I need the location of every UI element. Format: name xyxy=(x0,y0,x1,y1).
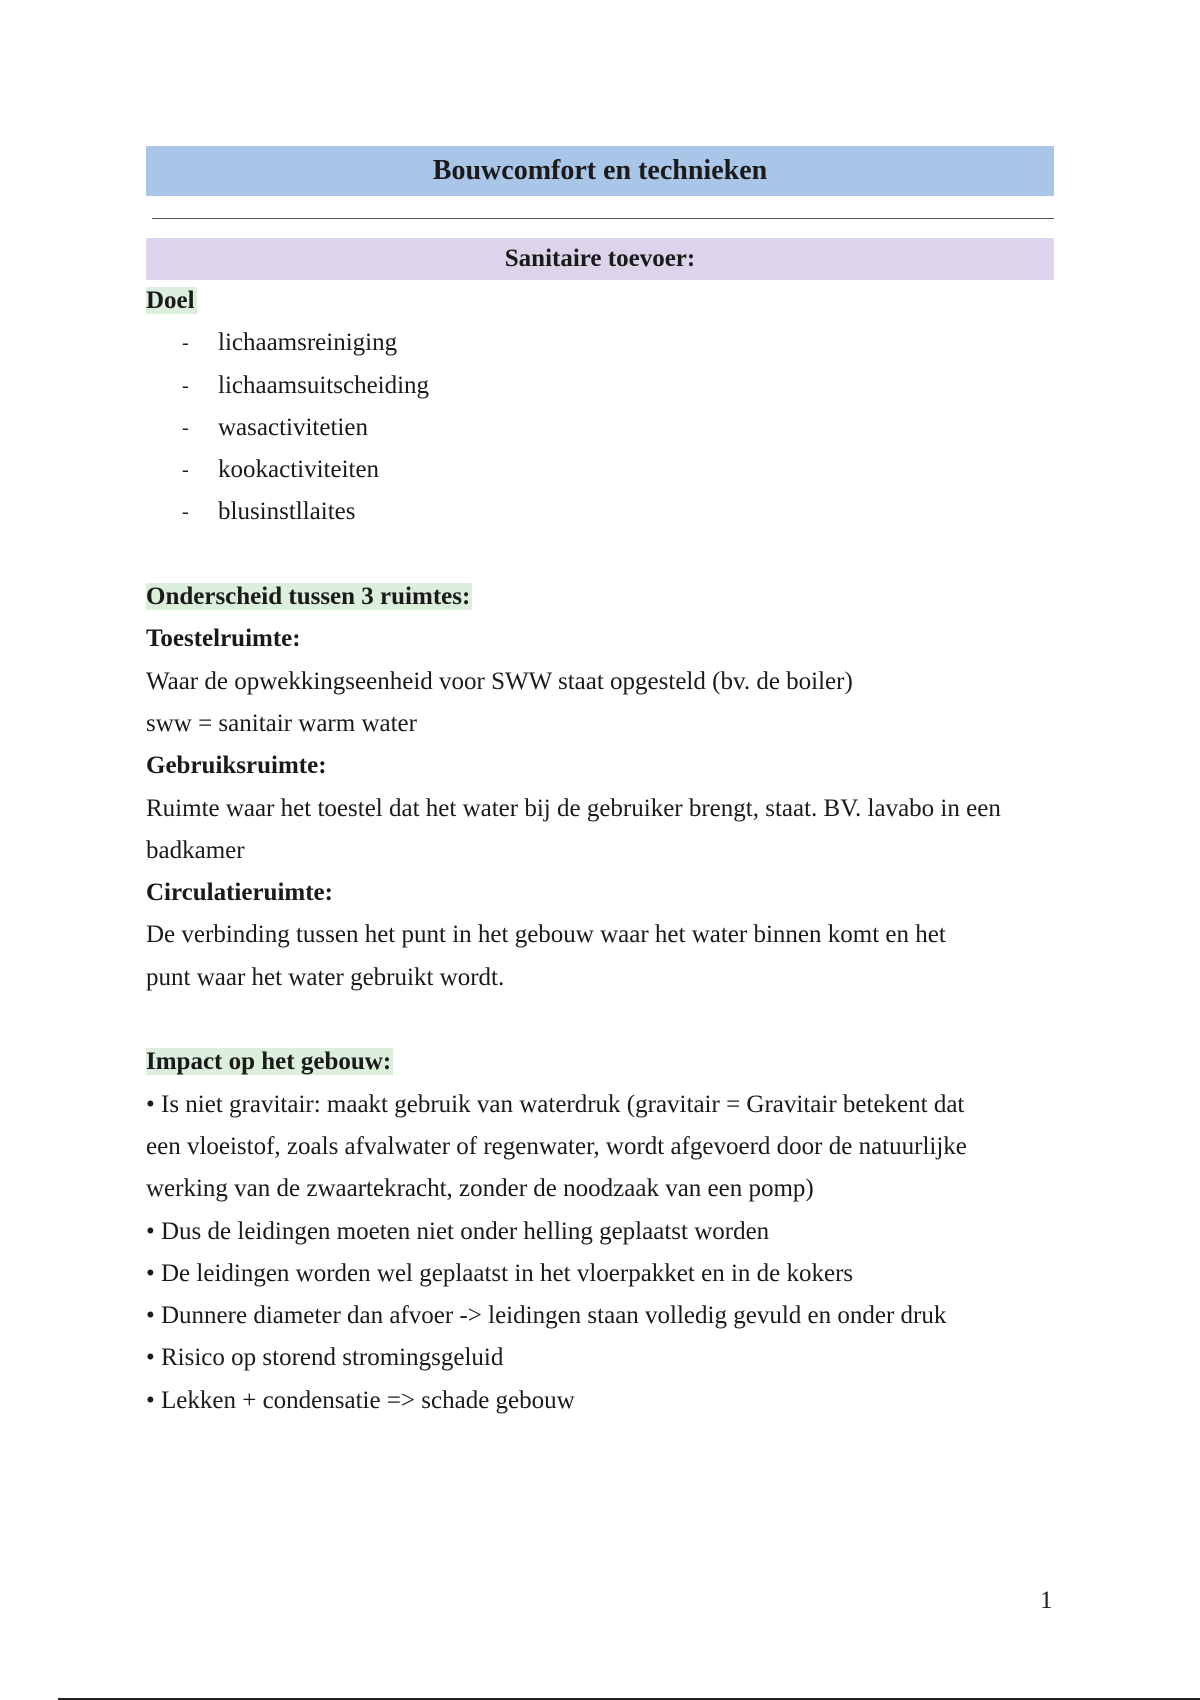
ruimtes-heading-line xyxy=(146,576,1054,618)
dash-bullet: - xyxy=(182,416,189,439)
toestelruimte-text-1: Waar de opwekkingseenheid voor SWW staat opgesteld (bv. de boiler) xyxy=(146,667,853,695)
dash-bullet: - xyxy=(182,374,189,397)
dash-bullet: - xyxy=(182,459,189,482)
impact-line: een vloeistof, zoals afvalwater of regenwater, wordt afgevoerd door de natuurlijke xyxy=(146,1132,967,1160)
paragraph-spacer xyxy=(146,534,1054,576)
toestelruimte-text-2: sww = sanitair warm water xyxy=(146,709,417,737)
impact-list xyxy=(146,1084,1054,1422)
ruimtes-heading: Onderscheid tussen 3 ruimtes: xyxy=(146,583,471,611)
impact-heading-line xyxy=(146,1041,1054,1083)
list-item-text: lichaamsreiniging xyxy=(218,329,398,357)
list-item-text: lichaamsuitscheiding xyxy=(218,371,430,399)
doel-list xyxy=(146,322,1054,533)
circulatieruimte-text-2: punt waar het water gebruikt wordt. xyxy=(146,963,505,991)
list-item xyxy=(146,449,1054,491)
list-item xyxy=(146,322,1054,364)
gebruiksruimte-text-2: badkamer xyxy=(146,836,245,864)
impact-heading: Impact op het gebouw: xyxy=(146,1048,392,1076)
list-item xyxy=(146,365,1054,407)
dash-bullet: - xyxy=(182,332,189,355)
list-item xyxy=(146,491,1054,533)
page-number: 1 xyxy=(1040,1587,1053,1614)
gebruiksruimte-text-1: Ruimte waar het toestel dat het water bij de gebruiker brengt, staat. BV. lavabo in een xyxy=(146,794,1001,822)
impact-line: werking van de zwaartekracht, zonder de noodzaak van een pomp) xyxy=(146,1175,814,1203)
paragraph-spacer xyxy=(146,999,1054,1041)
circulatieruimte-label: Circulatieruimte: xyxy=(146,879,333,907)
list-item-text: blusinstllaites xyxy=(218,498,356,526)
impact-line: • Dus de leidingen moeten niet onder helling geplaatst worden xyxy=(146,1217,770,1245)
impact-line: • Lekken + condensatie => schade gebouw xyxy=(146,1386,575,1414)
list-item-text: wasactivitetien xyxy=(218,413,368,441)
document-title: Bouwcomfort en technieken xyxy=(146,146,1054,196)
title-divider xyxy=(152,218,1054,219)
list-item-text: kookactiviteiten xyxy=(218,456,380,484)
gebruiksruimte-label: Gebruiksruimte: xyxy=(146,752,327,780)
impact-line: • De leidingen worden wel geplaatst in het vloerpakket en in de kokers xyxy=(146,1259,854,1287)
document-body xyxy=(146,280,1054,1422)
doel-heading: Doel xyxy=(146,287,195,314)
list-item xyxy=(146,407,1054,449)
doel-heading-line xyxy=(146,280,1054,322)
toestelruimte-label: Toestelruimte: xyxy=(146,625,301,653)
section-heading: Sanitaire toevoer: xyxy=(146,238,1054,280)
impact-line: • Is niet gravitair: maakt gebruik van waterdruk (gravitair = Gravitair betekent dat xyxy=(146,1090,965,1118)
dash-bullet: - xyxy=(182,501,189,524)
impact-line: • Dunnere diameter dan afvoer -> leidingen staan volledig gevuld en onder druk xyxy=(146,1302,947,1330)
impact-line: • Risico op storend stromingsgeluid xyxy=(146,1344,504,1372)
circulatieruimte-text-1: De verbinding tussen het punt in het gebouw waar het water binnen komt en het xyxy=(146,921,946,949)
